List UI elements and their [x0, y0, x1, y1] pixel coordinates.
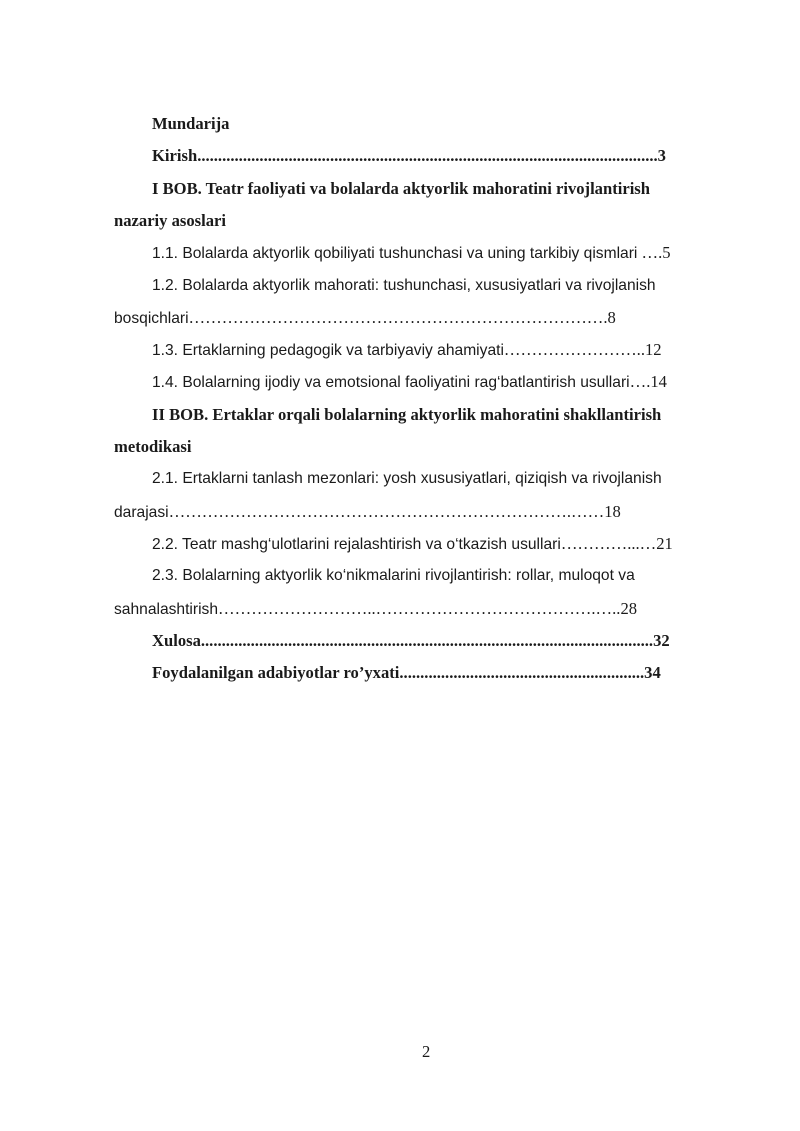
toc-entry-title: Xulosa: [152, 631, 201, 650]
toc-entry-title: darajasi: [114, 504, 169, 521]
toc-page-number: 14: [650, 372, 667, 391]
toc-leader-dots: ………………………………………………………………….: [188, 308, 608, 327]
toc-entry-xulosa[interactable]: [152, 631, 670, 651]
toc-entry-title: bosqichlari: [114, 310, 189, 327]
toc-entry-title: 2.2. Teatr mashg‘ulotlarini rejalashtirish va o‘tkazish usullari: [152, 536, 561, 553]
toc-chapter-1-line1[interactable]: I BOB. Teatr faoliyati va bolalarda aktyorlik mahoratini rivojlantirish: [152, 179, 650, 198]
toc-leader-dots: …………...…: [560, 534, 657, 553]
toc-leader-dots: ...............................................................................................................: [197, 146, 658, 165]
toc-leader-dots: ……………………..: [503, 340, 645, 359]
toc-entry-kirish[interactable]: [152, 146, 666, 166]
toc-leader-dots: ………………………..………………………………….…..: [218, 599, 621, 618]
toc-entry-1-4[interactable]: [152, 372, 667, 393]
toc-page-number: 12: [644, 340, 662, 359]
toc-chapter-2-line1[interactable]: II BOB. Ertaklar orqali bolalarning aktyorlik mahoratini shakllantirish: [152, 405, 662, 424]
toc-page-number: 32: [653, 631, 670, 650]
toc-entry-adabiyotlar[interactable]: [152, 663, 661, 683]
toc-entry-1-1[interactable]: [152, 243, 671, 264]
toc-entry-title: 1.1. Bolalarda aktyorlik qobiliyati tushunchasi va uning tarkibiy qismlari: [152, 245, 638, 262]
toc-leader-dots: ……………………………………………………………….……: [168, 502, 605, 521]
toc-page-number: 5: [662, 243, 671, 262]
toc-page-number: 21: [656, 534, 673, 553]
toc-page-number: 8: [607, 308, 616, 327]
toc-leader-dots: ….: [637, 243, 663, 262]
toc-leader-dots: ...........................................................: [399, 663, 645, 682]
toc-entry-1-3[interactable]: [152, 340, 662, 361]
toc-entry-2-1-line1[interactable]: 2.1. Ertaklarni tanlash mezonlari: yosh xususiyatlari, qiziqish va rivojlanish: [152, 470, 662, 487]
toc-entry-title: Kirish: [152, 146, 198, 165]
toc-entry-title: sahnalashtirish: [114, 601, 219, 618]
toc-entry-2-2[interactable]: [152, 534, 673, 555]
toc-page-number: 3: [657, 146, 666, 165]
toc-entry-2-1-line2[interactable]: [114, 502, 621, 523]
toc-page-number: 34: [644, 663, 661, 682]
toc-page-number: 18: [604, 502, 621, 521]
footer-page-number: 2: [422, 1042, 431, 1061]
toc-entry-1-2-line2[interactable]: [114, 308, 616, 329]
toc-page-number: 28: [620, 599, 638, 618]
toc-entry-title: Foydalanilgan adabiyotlar ro’yxati: [152, 663, 400, 682]
toc-entry-1-2-line1[interactable]: 1.2. Bolalarda aktyorlik mahorati: tushunchasi, xususiyatlari va rivojlanish: [152, 277, 656, 294]
toc-chapter-1-line2[interactable]: nazariy asoslari: [114, 211, 226, 230]
toc-heading: Mundarija: [152, 114, 230, 133]
toc-leader-dots: ….: [629, 372, 651, 391]
toc-chapter-2-line2[interactable]: metodikasi: [114, 437, 192, 456]
toc-entry-2-3-line2[interactable]: [114, 599, 637, 620]
toc-leader-dots: .............................................................................................................: [200, 631, 654, 650]
toc-entry-title: 1.3. Ertaklarning pedagogik va tarbiyaviy ahamiyati: [152, 342, 504, 359]
toc-entry-2-3-line1[interactable]: 2.3. Bolalarning aktyorlik ko‘nikmalarini rivojlantirish: rollar, muloqot va: [152, 567, 635, 584]
toc-entry-title: 1.4. Bolalarning ijodiy va emotsional faoliyatini rag‘batlantirish usullari: [152, 374, 630, 391]
